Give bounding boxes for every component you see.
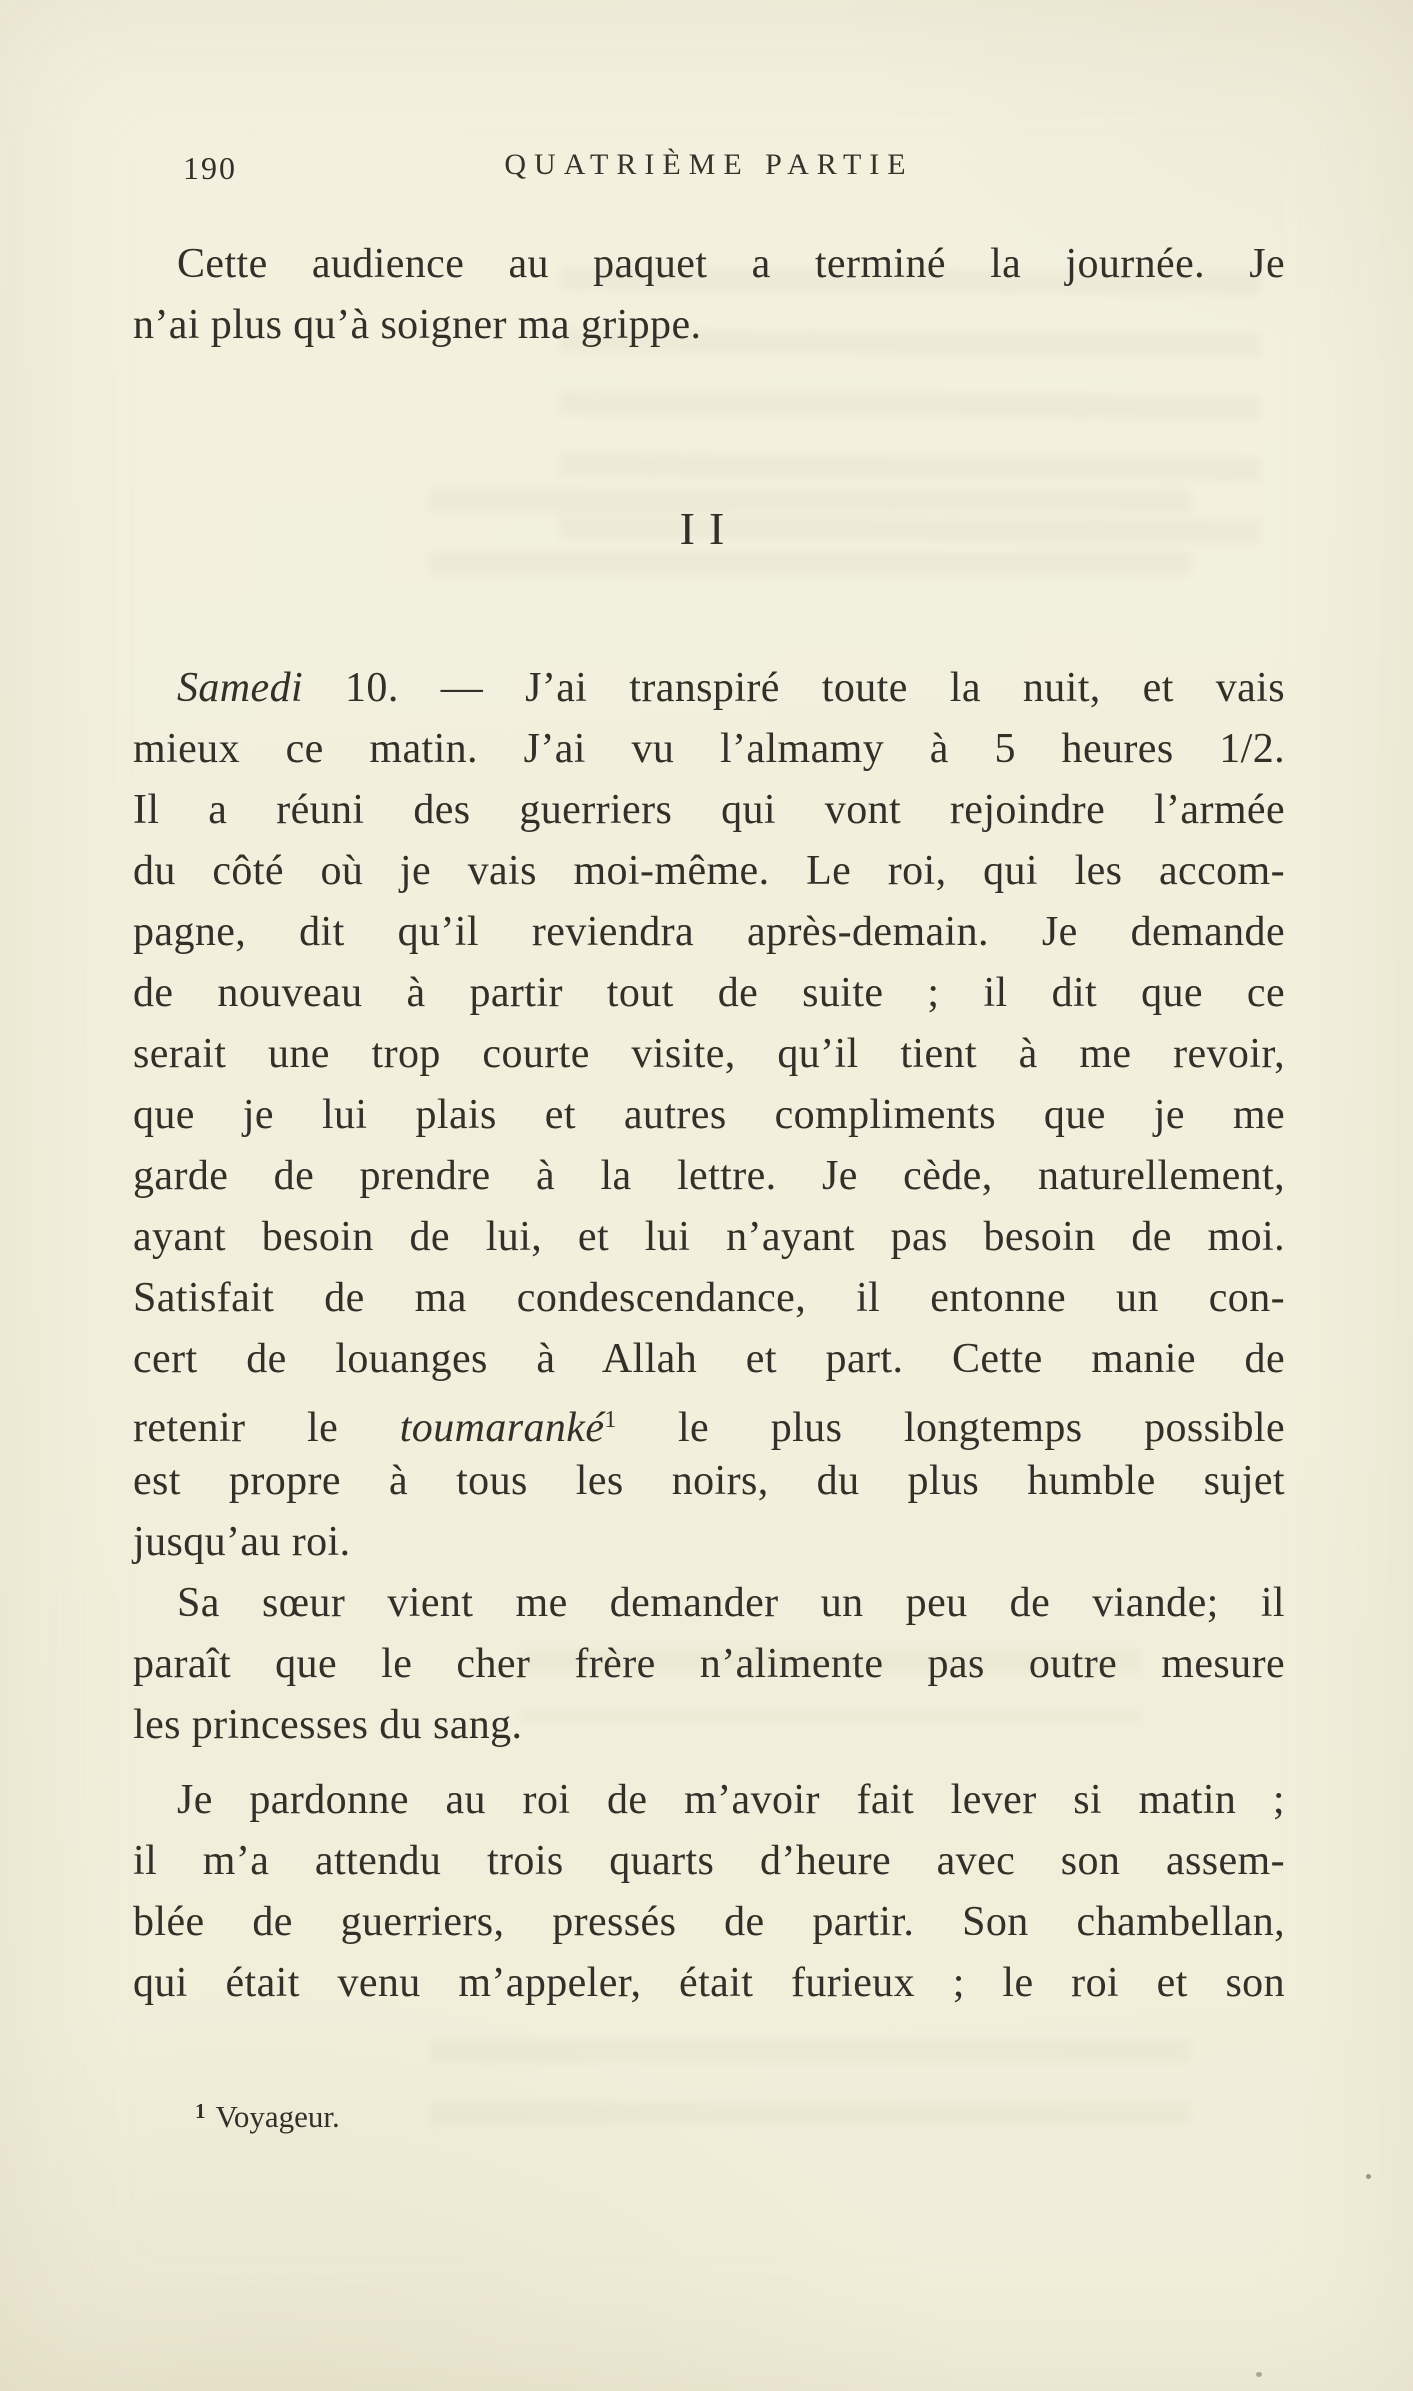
text-line: Sa sœur vient me demander un peu de viande; il xyxy=(177,1580,1285,1626)
text-line: garde de prendre à la lettre. Je cède, naturellement, xyxy=(133,1153,1285,1199)
text-line: qui était venu m’appeler, était furieux ; le roi et son xyxy=(133,1960,1285,2006)
running-title: QUATRIÈME PARTIE xyxy=(504,148,914,181)
paper-speck xyxy=(1256,2372,1262,2377)
paper-speck xyxy=(1366,2174,1371,2179)
text-line: est propre à tous les noirs, du plus humble sujet xyxy=(133,1458,1285,1504)
text-line: paraît que le cher frère n’alimente pas outre mesure xyxy=(133,1641,1285,1687)
text-line: serait une trop courte visite, qu’il tient à me revoir, xyxy=(133,1031,1285,1077)
paragraph-intro xyxy=(133,234,1285,356)
paragraph-sister xyxy=(133,1573,1285,1756)
paragraph-journal-entry xyxy=(133,658,1285,1573)
text-line: les princesses du sang. xyxy=(133,1702,523,1748)
text-line: ayant besoin de lui, et lui n’ayant pas besoin de moi. xyxy=(133,1214,1285,1260)
footnote xyxy=(133,2090,1285,2138)
text-line: mieux ce matin. J’ai vu l’almamy à 5 heures 1/2. xyxy=(133,726,1285,772)
text-line: Je pardonne au roi de m’avoir fait lever si matin ; xyxy=(177,1777,1285,1823)
footnote-reference: 1 xyxy=(604,1407,617,1433)
text-line: il m’a attendu trois quarts d’heure avec son assem- xyxy=(133,1838,1285,1884)
footnote-text: Voyageur. xyxy=(215,2099,340,2134)
footnote-marker: 1 xyxy=(195,2099,206,2123)
text-line: Cette audience au paquet a terminé la journée. Je xyxy=(177,241,1285,287)
paragraph-king xyxy=(133,1770,1285,2014)
page-number: 190 xyxy=(183,150,237,186)
text-line: blée de guerriers, pressés de partir. Son chambellan, xyxy=(133,1899,1285,1945)
text-line: que je lui plais et autres compliments que je me xyxy=(133,1092,1285,1138)
text-line: Samedi 10. — J’ai transpiré toute la nuit, et vais xyxy=(177,665,1285,711)
text-line: de nouveau à partir tout de suite ; il dit que ce xyxy=(133,970,1285,1016)
text-line: retenir le toumaranké$^1$ le plus longtemps possible xyxy=(133,1405,1285,1451)
page-body xyxy=(133,658,1285,2014)
text-line: Satisfait de ma condescendance, il entonne un con- xyxy=(133,1275,1285,1321)
text-line: pagne, dit qu’il reviendra après-demain. Je demande xyxy=(133,909,1285,955)
text-line: jusqu’au roi. xyxy=(133,1519,351,1565)
text-line: Il a réuni des guerriers qui vont rejoindre l’armée xyxy=(133,787,1285,833)
text-line: cert de louanges à Allah et part. Cette manie de xyxy=(133,1336,1285,1382)
text-line: n’ai plus qu’à soigner ma grippe. xyxy=(133,302,702,348)
page-header xyxy=(133,148,1285,194)
section-heading: II xyxy=(679,503,739,554)
text-line: du côté où je vais moi-même. Le roi, qui les accom- xyxy=(133,848,1285,894)
